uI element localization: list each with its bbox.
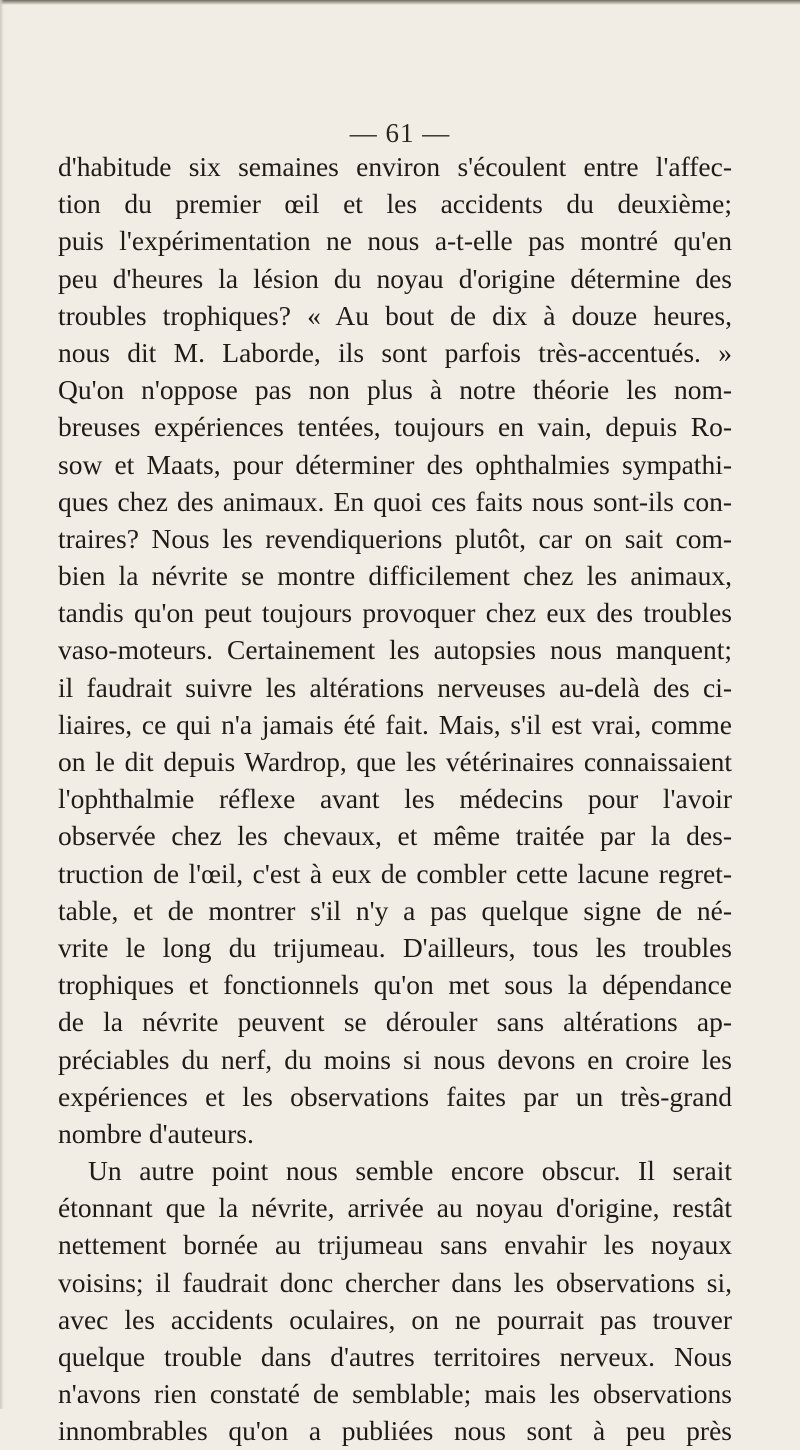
text-line: Qu'on n'oppose pas non plus à notre théorie les nom- xyxy=(58,374,732,406)
text-line: tandis qu'on peut toujours provoquer chez eux des troubles xyxy=(58,597,732,629)
text-line: breuses expériences tentées, toujours en vain, depuis Ro- xyxy=(58,411,732,443)
text-line: truction de l'œil, c'est à eux de combler cette lacune regret- xyxy=(58,857,732,889)
text-line: nous dit M. Laborde, ils sont parfois très-accentués. » xyxy=(58,336,732,368)
text-line: sow et Maats, pour déterminer des ophthalmies sympathi- xyxy=(58,448,732,480)
text-line: innombrables qu'on a publiées nous sont à peu près xyxy=(58,1415,732,1447)
scan-edge-top xyxy=(0,0,800,5)
text-line: de la névrite peuvent se dérouler sans altérations ap- xyxy=(58,1006,732,1038)
text-line: expériences et les observations faites par un très-grand xyxy=(58,1080,732,1112)
text-line: tion du premier œil et les accidents du deuxième; xyxy=(58,188,732,220)
text-line: nettement bornée au trijumeau sans envahir les noyaux xyxy=(58,1229,732,1261)
paragraph-end-line: nombre d'auteurs. xyxy=(58,1117,254,1149)
page-number: — 61 — xyxy=(349,118,451,148)
text-line: table, et de montrer s'il n'y a pas quelque signe de né- xyxy=(58,894,732,926)
text-line: liaires, ce qui n'a jamais été fait. Mais, s'il est vrai, comme xyxy=(58,708,732,740)
text-line: observée chez les chevaux, et même traitée par la des- xyxy=(58,820,732,852)
text-line: il faudrait suivre les altérations nerveuses au-delà des ci- xyxy=(58,671,732,703)
scan-edge-left xyxy=(0,0,4,1409)
text-line: traires? Nous les revendiquerions plutôt, car on sait com- xyxy=(58,522,732,554)
text-line: trophiques et fonctionnels qu'on met sous la dépendance xyxy=(58,969,732,1001)
text-line: on le dit depuis Wardrop, que les vétérinaires connaissaient xyxy=(58,746,732,777)
text-line: vrite le long du trijumeau. D'ailleurs, tous les troubles xyxy=(58,931,732,963)
text-line: puis l'expérimentation ne nous a-t-elle pas montré qu'en xyxy=(58,225,732,257)
text-line: préciables du nerf, du moins si nous devons en croire les xyxy=(58,1043,732,1075)
text-line: étonnant que la névrite, arrivée au noyau d'origine, restât xyxy=(58,1192,732,1224)
text-line: voisins; il faudrait donc chercher dans les observations si, xyxy=(58,1266,732,1298)
body-text xyxy=(58,148,732,1450)
text-line: peu d'heures la lésion du noyau d'origine détermine des xyxy=(58,262,732,294)
text-line: l'ophthalmie réflexe avant les médecins pour l'avoir xyxy=(58,783,732,815)
text-line: n'avons rien constaté de semblable; mais les observations xyxy=(58,1378,732,1410)
text-line: ques chez des animaux. En quoi ces faits nous sont-ils con- xyxy=(58,485,732,517)
text-line: d'habitude six semaines environ s'écoulent entre l'affec- xyxy=(58,151,732,182)
text-line: troubles trophiques? « Au bout de dix à douze heures, xyxy=(58,299,732,331)
text-line: avec les accidents oculaires, on ne pourrait pas trouver xyxy=(58,1303,732,1335)
text-line: bien la névrite se montre difficilement chez les animaux, xyxy=(58,560,732,592)
paragraph-start-line: Un autre point nous semble encore obscur. Il serait xyxy=(88,1155,732,1187)
text-line: vaso-moteurs. Certainement les autopsies nous manquent; xyxy=(58,634,732,666)
text-line: quelque trouble dans d'autres territoires nerveux. Nous xyxy=(58,1341,732,1372)
